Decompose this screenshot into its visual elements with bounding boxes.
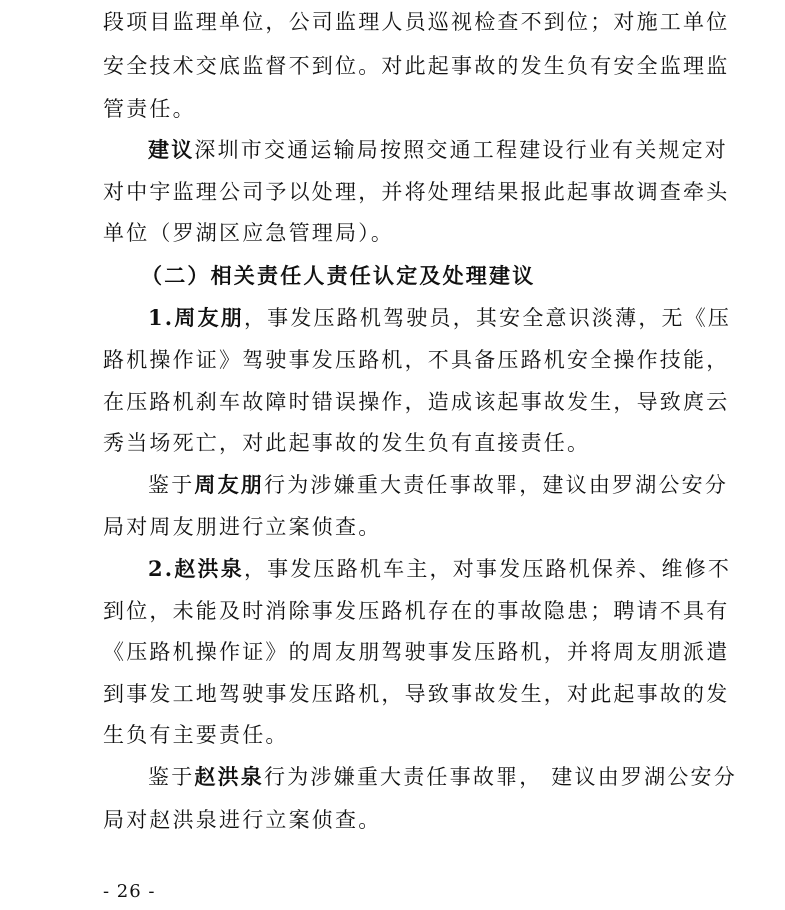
paragraph-line	[103, 680, 730, 708]
line-text: 在压路机刹车故障时错误操作，造成该起事故发生，导致庹云	[103, 390, 730, 414]
line-text: 局对赵洪泉进行立案侦查。	[103, 808, 382, 832]
paragraph-line	[103, 219, 693, 247]
line-text: 到事发工地驾驶事发压路机，导致事故发生，对此起事故的发	[103, 682, 730, 706]
paragraph-line	[148, 136, 729, 164]
bold-name: 周友朋	[194, 472, 265, 497]
paragraph-line	[103, 638, 730, 666]
line-text: 行为涉嫌重大责任事故罪，建议由罗湖公安分	[264, 473, 729, 497]
paragraph-line	[103, 388, 730, 416]
bold-lead: 建议	[148, 137, 195, 162]
line-text: 秀当场死亡，对此起事故的发生负有直接责任。	[103, 431, 591, 455]
line-text: ，事发压路机驾驶员，其安全意识淡薄，无《压	[243, 306, 732, 330]
line-text: ，事发压路机车主，对事发压路机保养、维修不	[243, 557, 732, 581]
line-text: 鉴于	[148, 473, 195, 497]
paragraph-line	[103, 346, 730, 374]
paragraph-line	[103, 513, 693, 541]
bold-lead: 2.赵洪泉	[148, 556, 244, 581]
paragraph-line	[103, 52, 730, 80]
paragraph-line	[103, 8, 730, 36]
bold-name: 赵洪泉	[194, 764, 265, 789]
bold-lead: 1.周友朋	[148, 305, 244, 330]
paragraph-line	[103, 806, 693, 834]
line-text: 局对周友朋进行立案侦查。	[103, 515, 382, 539]
page-number: - 26 -	[103, 881, 156, 902]
line-text: 对中宇监理公司予以处理，并将处理结果报此起事故调查牵头	[103, 180, 730, 204]
line-text: 行为涉嫌重大责任事故罪， 建议由罗湖公安分	[264, 765, 737, 789]
line-text: 安全技术交底监督不到位。对此起事故的发生负有安全监理监	[103, 54, 730, 78]
paragraph-line	[148, 555, 732, 583]
line-text: 到位，未能及时消除事发压路机存在的事故隐患；聘请不具有	[103, 599, 730, 623]
paragraph-line	[148, 304, 732, 332]
paragraph-line	[148, 763, 737, 791]
paragraph-line	[103, 597, 730, 625]
section-heading	[141, 262, 693, 290]
line-text: 鉴于	[148, 765, 195, 789]
paragraph-line	[103, 95, 693, 123]
line-text: 深圳市交通运输局按照交通工程建设行业有关规定对	[194, 138, 729, 162]
line-text: 管责任。	[103, 97, 196, 121]
heading-text: （二）相关责任人责任认定及处理建议	[141, 263, 536, 288]
line-text: 《压路机操作证》的周友朋驾驶事发压路机，并将周友朋派遣	[103, 640, 730, 664]
paragraph-line	[103, 429, 693, 457]
paragraph-line	[103, 721, 693, 749]
line-text: 段项目监理单位，公司监理人员巡视检查不到位；对施工单位	[103, 10, 730, 34]
paragraph-line	[148, 471, 729, 499]
line-text: 单位（罗湖区应急管理局）。	[103, 221, 395, 245]
paragraph-line	[103, 178, 730, 206]
line-text: 生负有主要责任。	[103, 723, 289, 747]
line-text: 路机操作证》驾驶事发压路机，不具备压路机安全操作技能，	[103, 348, 730, 372]
